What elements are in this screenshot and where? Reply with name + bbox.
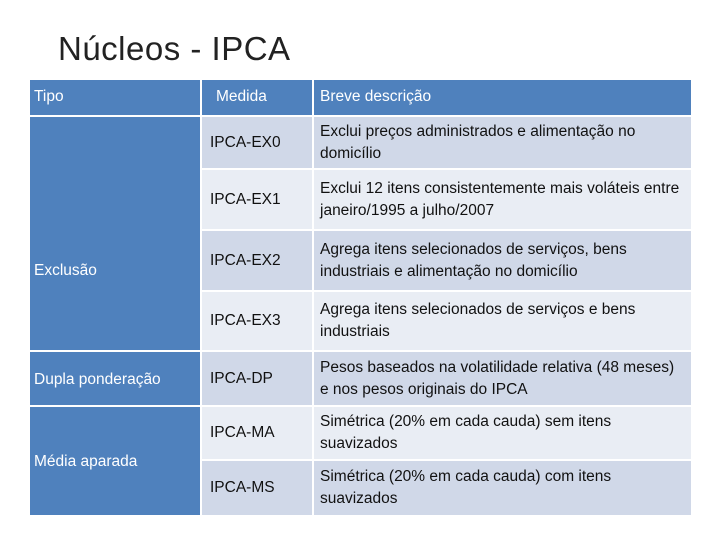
table-row-descricao <box>314 117 691 168</box>
table-row-medida <box>202 461 312 515</box>
medida-label: IPCA-EX1 <box>210 190 281 208</box>
group-cell-tipo-header <box>30 80 200 115</box>
group-label-media-aparada: Média aparada <box>34 453 138 470</box>
table-row-descricao <box>314 461 691 515</box>
header-medida: Medida <box>216 88 267 105</box>
table-row-medida <box>202 292 312 350</box>
descricao-text: Pesos baseados na volatilidade relativa (48 meses) e nos pesos originais do IPCA <box>320 358 675 398</box>
descricao-text: Agrega itens selecionados de serviços, bens industriais e alimentação no domicílio <box>320 240 627 280</box>
medida-label: IPCA-EX3 <box>210 312 281 329</box>
slide-title: Núcleos - IPCA <box>58 30 291 67</box>
medida-label: IPCA-MA <box>210 424 275 441</box>
table-row-medida <box>202 170 312 229</box>
cores-table <box>30 80 691 515</box>
medida-label: IPCA-DP <box>210 369 273 387</box>
group-cell-exclusao <box>30 117 200 350</box>
group-label-exclusao: Exclusão <box>34 262 97 279</box>
descricao-text: Simétrica (20% em cada cauda) sem itens suavizados <box>320 413 612 452</box>
medida-label: IPCA-MS <box>210 479 275 496</box>
medida-label: IPCA-EX2 <box>210 251 281 269</box>
group-cell-media-aparada <box>30 407 200 515</box>
table-row-descricao <box>314 407 691 459</box>
header-cell-descricao <box>314 80 691 115</box>
table-row-medida <box>202 352 312 405</box>
table-row-descricao <box>314 352 691 405</box>
header-cell-medida <box>202 80 312 115</box>
group-label-dupla-ponderacao: Dupla ponderação <box>34 371 161 388</box>
table-row-medida <box>202 231 312 290</box>
header-descricao: Breve descrição <box>320 88 432 105</box>
table-row-medida <box>202 117 312 168</box>
table-row-medida <box>202 407 312 459</box>
table-row-descricao <box>314 231 691 290</box>
table-row-descricao <box>314 170 691 229</box>
medida-label: IPCA-EX0 <box>210 133 281 151</box>
descricao-text: Agrega itens selecionados de serviços e bens industriais <box>320 301 636 340</box>
header-tipo: Tipo <box>34 88 64 105</box>
descricao-text: Exclui preços administrados e alimentação no domicílio <box>320 122 636 162</box>
table-row-descricao <box>314 292 691 350</box>
group-cell-dupla-ponderacao <box>30 352 200 405</box>
descricao-text: Simétrica (20% em cada cauda) com itens suavizados <box>320 468 612 507</box>
descricao-text: Exclui 12 itens consistentemente mais voláteis entre janeiro/1995 a julho/2007 <box>320 179 680 219</box>
